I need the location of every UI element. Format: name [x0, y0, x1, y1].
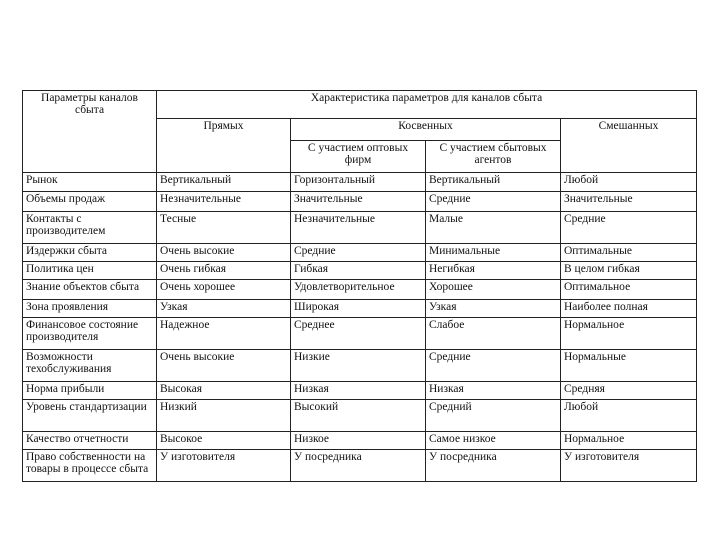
cell-wholesale: Гибкая	[291, 262, 426, 280]
cell-wholesale: Низкие	[291, 350, 426, 382]
cell-agents: Низкая	[426, 382, 561, 400]
cell-wholesale: Незначительные	[291, 212, 426, 244]
table-row	[23, 450, 697, 482]
table-row	[23, 350, 697, 382]
cell-mixed: Оптимальное	[561, 280, 697, 300]
cell-mixed: В целом гибкая	[561, 262, 697, 280]
table-row	[23, 400, 697, 432]
cell-param: Уровень стандартизации	[23, 400, 157, 432]
cell-agents: Средние	[426, 192, 561, 212]
mixed-header: Смешанных	[561, 119, 697, 173]
cell-direct: Вертикальный	[157, 173, 291, 192]
cell-mixed: Любой	[561, 400, 697, 432]
cell-direct: Очень высокие	[157, 350, 291, 382]
cell-mixed: Любой	[561, 173, 697, 192]
cell-mixed: Наиболее полная	[561, 300, 697, 318]
cell-agents: Вертикальный	[426, 173, 561, 192]
cell-param: Контакты с производителем	[23, 212, 157, 244]
cell-wholesale: Низкое	[291, 432, 426, 450]
table-row	[23, 432, 697, 450]
cell-direct: Очень хорошее	[157, 280, 291, 300]
params-header: Параметры каналов сбыта	[23, 91, 157, 173]
cell-wholesale: Средние	[291, 244, 426, 262]
agents-header: С участием сбытовых агентов	[426, 141, 561, 173]
table-row	[23, 318, 697, 350]
cell-param: Рынок	[23, 173, 157, 192]
cell-mixed: Нормальное	[561, 318, 697, 350]
cell-param: Возможности техобслуживания	[23, 350, 157, 382]
cell-agents: Средние	[426, 350, 561, 382]
indirect-header: Косвенных	[291, 119, 561, 141]
cell-param: Норма прибыли	[23, 382, 157, 400]
cell-param: Зона проявления	[23, 300, 157, 318]
table-row	[23, 300, 697, 318]
table-row	[23, 212, 697, 244]
cell-param: Право собственности на товары в процессе сбыта	[23, 450, 157, 482]
cell-agents: Слабое	[426, 318, 561, 350]
cell-wholesale: Горизонтальный	[291, 173, 426, 192]
table-row	[23, 382, 697, 400]
cell-param: Объемы продаж	[23, 192, 157, 212]
cell-param: Политика цен	[23, 262, 157, 280]
table-row	[23, 173, 697, 192]
cell-wholesale: Низкая	[291, 382, 426, 400]
cell-agents: Средний	[426, 400, 561, 432]
table-row	[23, 262, 697, 280]
cell-direct: Высокая	[157, 382, 291, 400]
cell-agents: Хорошее	[426, 280, 561, 300]
characteristics-header: Характеристика параметров для каналов сбыта	[157, 91, 697, 119]
cell-agents: Малые	[426, 212, 561, 244]
wholesale-header: С участием оптовых фирм	[291, 141, 426, 173]
cell-wholesale: Высокий	[291, 400, 426, 432]
cell-mixed: Нормальное	[561, 432, 697, 450]
cell-direct: У изготовителя	[157, 450, 291, 482]
cell-param: Знание объектов сбыта	[23, 280, 157, 300]
cell-mixed: У изготовителя	[561, 450, 697, 482]
sales-channels-table	[22, 90, 697, 482]
cell-direct: Очень гибкая	[157, 262, 291, 280]
cell-wholesale: Значительные	[291, 192, 426, 212]
cell-direct: Надежное	[157, 318, 291, 350]
cell-agents: Самое низкое	[426, 432, 561, 450]
table-row	[23, 280, 697, 300]
table-row	[23, 244, 697, 262]
cell-mixed: Средняя	[561, 382, 697, 400]
table-row	[23, 192, 697, 212]
cell-param: Издержки сбыта	[23, 244, 157, 262]
header-row-1	[23, 91, 697, 119]
cell-direct: Очень высокие	[157, 244, 291, 262]
cell-wholesale: Удовлетворительное	[291, 280, 426, 300]
cell-mixed: Средние	[561, 212, 697, 244]
cell-wholesale: Широкая	[291, 300, 426, 318]
direct-header: Прямых	[157, 119, 291, 173]
cell-wholesale: Среднее	[291, 318, 426, 350]
cell-agents: Негибкая	[426, 262, 561, 280]
cell-mixed: Нормальные	[561, 350, 697, 382]
cell-mixed: Значительные	[561, 192, 697, 212]
cell-wholesale: У посредника	[291, 450, 426, 482]
cell-param: Качество отчетности	[23, 432, 157, 450]
cell-direct: Незначительные	[157, 192, 291, 212]
cell-param: Финансовое состояние производителя	[23, 318, 157, 350]
cell-direct: Узкая	[157, 300, 291, 318]
cell-direct: Низкий	[157, 400, 291, 432]
cell-direct: Тесные	[157, 212, 291, 244]
cell-direct: Высокое	[157, 432, 291, 450]
cell-mixed: Оптимальные	[561, 244, 697, 262]
cell-agents: У посредника	[426, 450, 561, 482]
cell-agents: Узкая	[426, 300, 561, 318]
cell-agents: Минимальные	[426, 244, 561, 262]
